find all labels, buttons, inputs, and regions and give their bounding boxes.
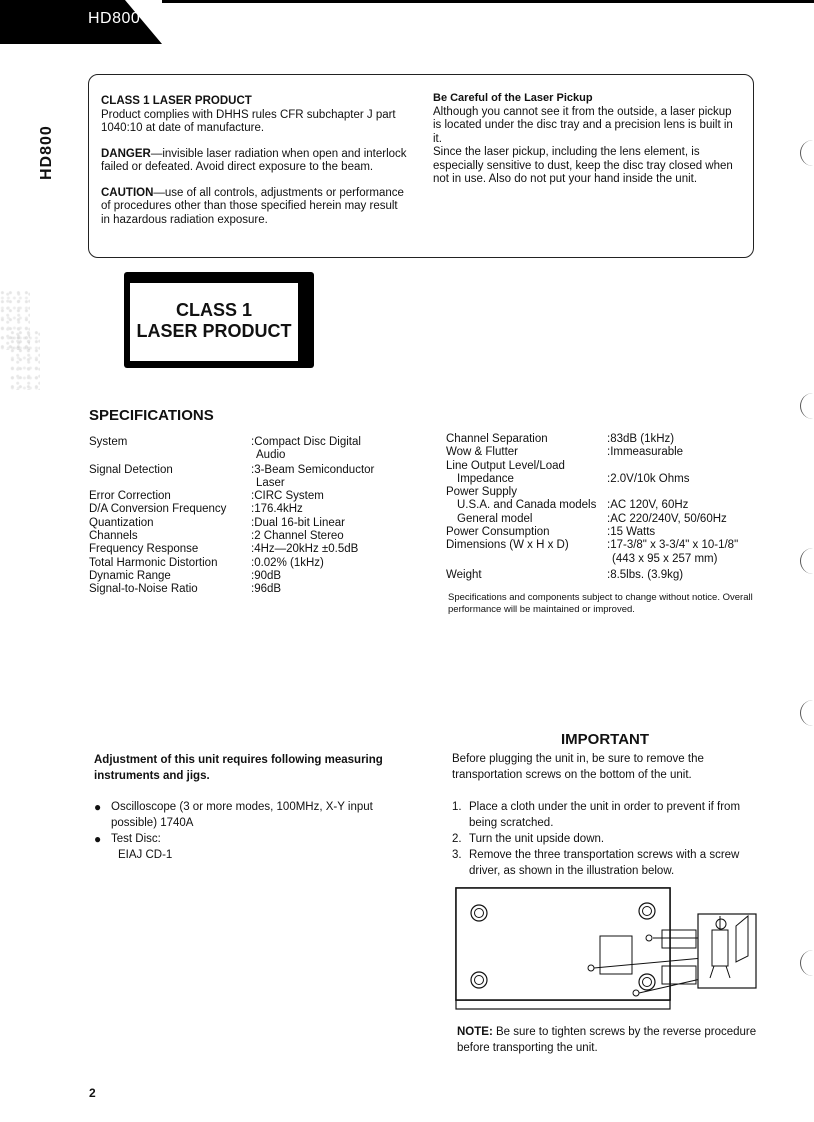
scan-noise <box>10 330 40 390</box>
spec-key: Signal Detection <box>89 463 173 476</box>
binding-mark <box>800 950 814 976</box>
spec-row <box>89 543 419 556</box>
spec-row <box>446 446 776 459</box>
spec-value: :Immeasurable <box>607 446 684 459</box>
spec-row <box>89 464 419 491</box>
spec-value: :15 Watts <box>607 526 656 539</box>
spec-key: Wow & Flutter <box>446 446 518 459</box>
spec-row <box>446 526 776 539</box>
spec-right-table <box>446 433 776 582</box>
important-steps <box>452 799 762 879</box>
spec-row <box>446 486 776 499</box>
binding-mark <box>800 700 814 726</box>
spec-row <box>89 490 419 503</box>
spec-row <box>89 583 419 596</box>
spec-key: Total Harmonic Distortion <box>89 556 218 569</box>
spec-key: Power Supply <box>446 486 517 499</box>
spec-key: Signal-to-Noise Ratio <box>89 583 198 596</box>
spec-key: Impedance <box>457 472 514 485</box>
spec-row <box>446 473 776 486</box>
danger-body: —invisible laser radiation when open and interlock failed or defeated. Avoid direct exposure to the beam. <box>101 147 407 173</box>
screw-removal-illustration <box>450 886 762 1014</box>
spec-key: General model <box>457 512 533 525</box>
spec-key: Channels <box>89 530 138 543</box>
important-note <box>457 1024 765 1056</box>
note-keyword: NOTE: <box>457 1026 493 1038</box>
laser-label <box>130 283 298 361</box>
spec-value: :2 Channel Stereo <box>251 530 344 543</box>
adjustment-list <box>94 799 414 863</box>
spec-value: :Compact Disc Digital Audio <box>251 436 361 462</box>
spec-key: Quantization <box>89 516 154 529</box>
spec-key: Dimensions (W x H x D) <box>446 539 569 552</box>
spec-value: :17-3/8" x 3-3/4" x 10-1/8" (443 x 95 x 257 mm) <box>607 539 739 565</box>
spec-value: :AC 220/240V, 50/60Hz <box>607 512 727 525</box>
spec-key: Power Consumption <box>446 526 550 539</box>
spec-key: Line Output Level/Load <box>446 459 565 472</box>
spec-key: System <box>89 436 128 448</box>
side-model-label: HD800 <box>38 125 55 180</box>
binding-mark <box>800 140 814 166</box>
spec-key: U.S.A. and Canada models <box>457 499 597 512</box>
spec-row <box>446 513 776 526</box>
spec-value: :96dB <box>251 583 282 596</box>
list-item: 2. Turn the unit upside down. <box>452 833 605 845</box>
spec-value: :0.02% (1kHz) <box>251 556 324 569</box>
page-number: 2 <box>89 1086 96 1100</box>
pickup-paragraph-2: Since the laser pickup, including the lens element, is especially sensitive to dust, keep the disc tray closed when not in use. Also do not put your hand inside the unit. <box>433 146 733 185</box>
caution-body: —use of all controls, adjustments or performance of procedures other than those specified herein may result in hazardous radiation exposure. <box>101 186 404 226</box>
pickup-paragraph-1: Although you cannot see it from the outside, a laser pickup is located under the disc tray and a precision lens is built in it. <box>433 105 733 145</box>
laser-label-line1: CLASS 1 <box>175 300 253 320</box>
spec-key: Frequency Response <box>89 543 199 556</box>
spec-row <box>89 557 419 570</box>
important-intro: Before plugging the unit in, be sure to remove the transportation screws on the bottom of the unit. <box>452 753 704 781</box>
spec-value: :90dB <box>251 569 282 582</box>
warning-right-column <box>433 92 739 187</box>
pickup-title: Be Careful of the Laser Pickup <box>433 92 593 104</box>
spec-value: :2.0V/10k Ohms <box>607 472 690 485</box>
top-rule <box>162 0 814 3</box>
spec-row <box>446 539 776 566</box>
spec-row <box>446 460 776 473</box>
spec-value: :8.5lbs. (3.9kg) <box>607 568 684 581</box>
danger-keyword: DANGER <box>101 147 151 160</box>
test-disc-value: EIAJ CD-1 <box>118 849 173 861</box>
binding-mark <box>800 393 814 419</box>
spec-key: Weight <box>446 568 482 581</box>
list-item: ● Test Disc: <box>94 832 161 846</box>
list-item: 3. Remove the three transportation screws with a screw driver, as shown in the illustration below. <box>452 849 740 877</box>
list-item: 1. Place a cloth under the unit in order to prevent if from being scratched. <box>452 801 741 829</box>
model-tab-label: HD800 <box>88 10 141 27</box>
spec-key: D/A Conversion Frequency <box>89 503 227 516</box>
list-item: ● Oscilloscope (3 or more modes, 100MHz, X-Y input possible) 1740A <box>94 800 373 829</box>
spec-row <box>89 570 419 583</box>
spec-note: Specifications and components subject to change without notice. Overall performance will be maintained or improved. <box>448 592 753 615</box>
spec-key: Channel Separation <box>446 433 548 445</box>
spec-value: :AC 120V, 60Hz <box>607 499 689 512</box>
bullet-icon: ● <box>94 800 102 814</box>
class1-body: Product complies with DHHS rules CFR subchapter J part 1040:10 at date of manufacture. <box>101 108 396 134</box>
spec-row <box>446 569 776 582</box>
caution-keyword: CAUTION <box>101 186 154 199</box>
important-title: IMPORTANT <box>561 731 650 748</box>
spec-left-table <box>89 436 419 597</box>
note-text: Be sure to tighten screws by the reverse procedure before transporting the unit. <box>457 1026 757 1054</box>
spec-row <box>89 530 419 543</box>
spec-value: :Dual 16-bit Linear <box>251 516 345 529</box>
spec-value: :3-Beam Semiconductor Laser <box>251 463 375 489</box>
specifications-title: SPECIFICATIONS <box>89 407 214 424</box>
laser-label-line2: LASER PRODUCT <box>136 321 292 341</box>
spec-key: Error Correction <box>89 490 171 503</box>
spec-row <box>89 436 419 463</box>
spec-row <box>89 503 419 516</box>
bullet-icon: ● <box>94 832 102 846</box>
adjustment-heading: Adjustment of this unit requires following measuring instruments and jigs. <box>94 754 383 782</box>
spec-row <box>446 433 776 446</box>
spec-row <box>446 499 776 512</box>
spec-value: :176.4kHz <box>251 503 303 516</box>
spec-value: :4Hz—20kHz ±0.5dB <box>251 543 359 556</box>
spec-value: :83dB (1kHz) <box>607 433 675 445</box>
warning-left-column <box>101 95 409 239</box>
binding-mark <box>800 548 814 574</box>
spec-key: Dynamic Range <box>89 569 171 582</box>
spec-row <box>89 517 419 530</box>
class1-title: CLASS 1 LASER PRODUCT <box>101 95 252 107</box>
spec-value: :CIRC System <box>251 490 324 503</box>
